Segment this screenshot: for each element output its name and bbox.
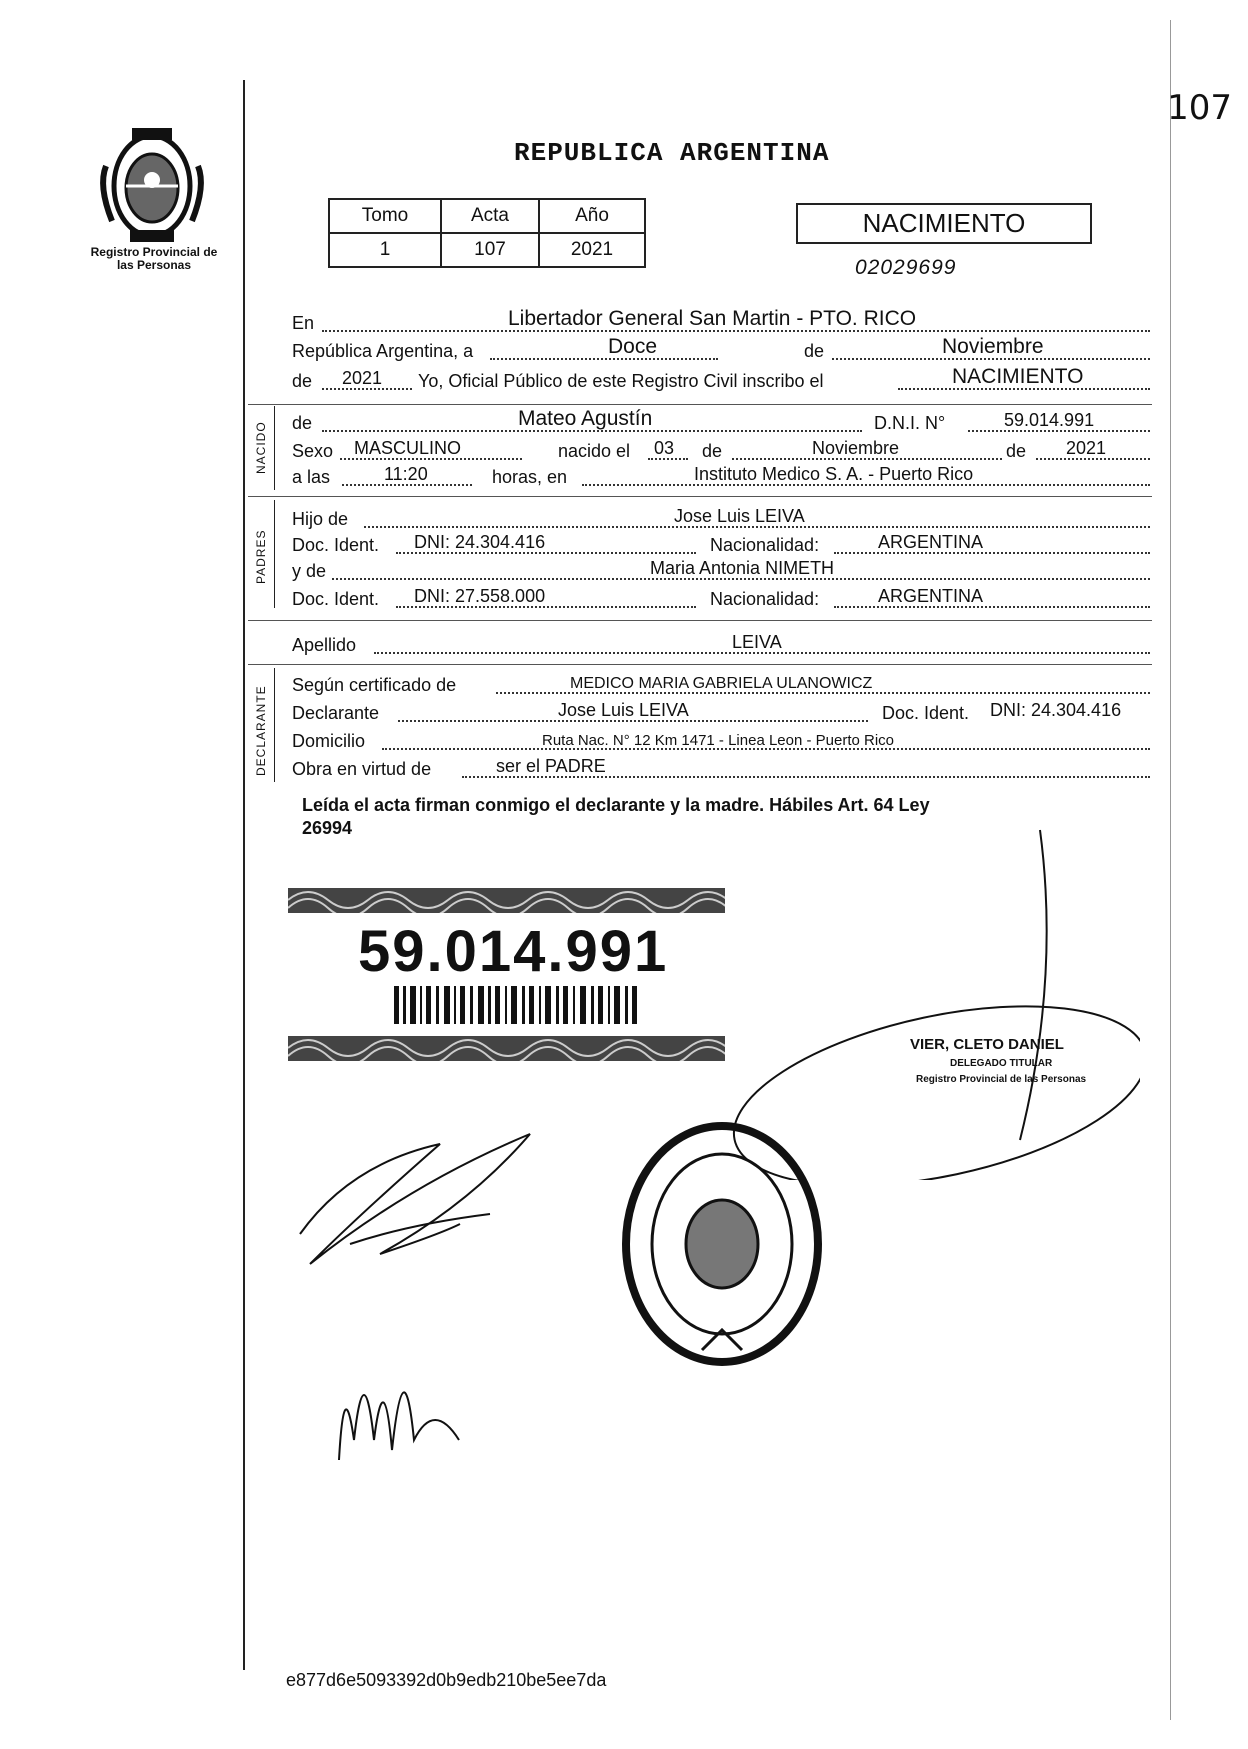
record-type-box: NACIMIENTO (796, 203, 1092, 244)
doc2-label: Doc. Ident. (292, 589, 380, 609)
divider (248, 496, 1152, 497)
segun-value: MEDICO MARIA GABRIELA ULANOWICZ (570, 675, 873, 692)
tomo-value: 1 (329, 233, 441, 267)
emblem-caption: Registro Provincial de las Personas (90, 245, 218, 272)
father-nationality: ARGENTINA (878, 532, 984, 552)
legal-text: Leída el acta firman conmigo el declarante y la madre. Hábiles Art. 64 Ley 26994 (302, 795, 930, 838)
birth-time: 11:20 (384, 464, 428, 484)
sexo-value: MASCULINO (354, 438, 462, 458)
section-nacido-label: NACIDO (254, 421, 268, 474)
anio-header: Año (539, 199, 645, 233)
tomo-acta-table (328, 198, 646, 268)
officer-office: Registro Provincial de las Personas (916, 1074, 1087, 1085)
declarant-signature-icon (290, 1124, 550, 1279)
month-value: Noviembre (942, 335, 1044, 358)
doc1-label: Doc. Ident. (292, 535, 380, 555)
alas-label: a las (292, 467, 331, 487)
acta-header: Acta (441, 199, 539, 233)
obra-value: ser el PADRE (496, 756, 606, 776)
divider (248, 664, 1152, 665)
en-label: En (292, 313, 315, 333)
doc2-row (292, 584, 1152, 612)
declarante-label: Declarante (292, 703, 380, 723)
dni-label: D.N.I. N° (874, 413, 946, 433)
doc1-row (292, 530, 1152, 558)
serial-number: 02029699 (855, 256, 957, 279)
segun-label: Según certificado de (292, 675, 457, 695)
declarante-doc-label: Doc. Ident. (882, 703, 970, 723)
en-value: Libertador General San Martin - PTO. RICO (508, 307, 917, 330)
declarante-doc: DNI: 24.304.416 (990, 700, 1122, 720)
event-value: NACIMIENTO (952, 365, 1084, 388)
father-name: Jose Luis LEIVA (674, 506, 805, 526)
document-hash: e877d6e5093392d0b9edb210be5ee7da (286, 1670, 607, 1690)
domicilio-row (292, 726, 1152, 754)
mother-signature-icon (334, 1340, 464, 1495)
security-band-bottom (288, 1036, 725, 1061)
mother-name: Maria Antonia NIMETH (650, 558, 835, 578)
dotted-line (490, 358, 718, 360)
page-title: REPUBLICA ARGENTINA (514, 138, 830, 168)
nac1-label: Nacionalidad: (710, 535, 820, 555)
hora-row (292, 462, 1152, 490)
horas-label: horas, en (492, 467, 568, 487)
declarante-row (292, 698, 1152, 726)
year-row (292, 366, 1152, 394)
de-label: de (804, 341, 825, 361)
birth-place: Instituto Medico S. A. - Puerto Rico (694, 464, 974, 484)
officer-name: VIER, CLETO DANIEL (910, 1036, 1064, 1053)
birth-year: 2021 (1066, 438, 1107, 458)
republica-label: República Argentina, a (292, 341, 474, 361)
child-name: Mateo Agustín (518, 407, 653, 430)
nac2-label: Nacionalidad: (710, 589, 820, 609)
year-value: 2021 (342, 368, 383, 388)
mother-nationality: ARGENTINA (878, 586, 984, 606)
de-label: de (1006, 441, 1027, 461)
anio-value: 2021 (539, 233, 645, 267)
segun-row (292, 670, 1152, 698)
child-dni: 59.014.991 (1004, 410, 1095, 430)
birth-day: 03 (654, 438, 675, 458)
sexo-label: Sexo (292, 441, 334, 461)
section-bar (274, 500, 275, 608)
domicilio-value: Ruta Nac. N° 12 Km 1471 - Linea Leon - Puerto Rico (542, 732, 895, 749)
republica-row (292, 336, 1152, 364)
divider (248, 620, 1152, 621)
security-band-top (288, 888, 725, 913)
inscribo-text: Yo, Oficial Público de este Registro Civil inscribo el (418, 371, 824, 391)
obra-row (292, 754, 1152, 782)
declarante-name: Jose Luis LEIVA (558, 700, 689, 720)
officer-title: DELEGADO TITULAR (950, 1058, 1053, 1069)
page-number: 107 (1167, 88, 1232, 128)
barcode-icon (394, 986, 642, 1029)
birth-month: Noviembre (812, 438, 900, 458)
de-label: de (292, 371, 313, 391)
apellido-row (292, 630, 1152, 658)
de-label: de (292, 413, 313, 433)
de-label: de (702, 441, 723, 461)
tomo-header: Tomo (329, 199, 441, 233)
hijo-label: Hijo de (292, 509, 349, 529)
provincial-emblem-icon (92, 126, 212, 246)
en-row (292, 308, 1152, 336)
acta-value: 107 (441, 233, 539, 267)
section-bar (274, 406, 275, 490)
madre-row (292, 556, 1152, 584)
section-padres-label: PADRES (254, 529, 268, 584)
domicilio-label: Domicilio (292, 731, 366, 751)
day-value: Doce (608, 335, 658, 358)
yde-label: y de (292, 561, 327, 581)
mother-doc: DNI: 27.558.000 (414, 586, 546, 606)
section-bar (274, 668, 275, 782)
obra-label: Obra en virtud de (292, 759, 432, 779)
hijo-row (292, 504, 1152, 532)
apellido-label: Apellido (292, 635, 357, 655)
official-seal-icon (612, 1114, 832, 1379)
barcode-number: 59.014.991 (358, 919, 669, 984)
divider (248, 404, 1152, 405)
left-margin-line (243, 80, 245, 1670)
section-declarante-label: DECLARANTE (254, 685, 268, 776)
nacido-label: nacido el (558, 441, 631, 461)
right-margin-line (1170, 20, 1171, 1720)
father-doc: DNI: 24.304.416 (414, 532, 546, 552)
apellido-value: LEIVA (732, 632, 782, 652)
sexo-row (292, 436, 1152, 464)
nacido-name-row (292, 408, 1152, 436)
